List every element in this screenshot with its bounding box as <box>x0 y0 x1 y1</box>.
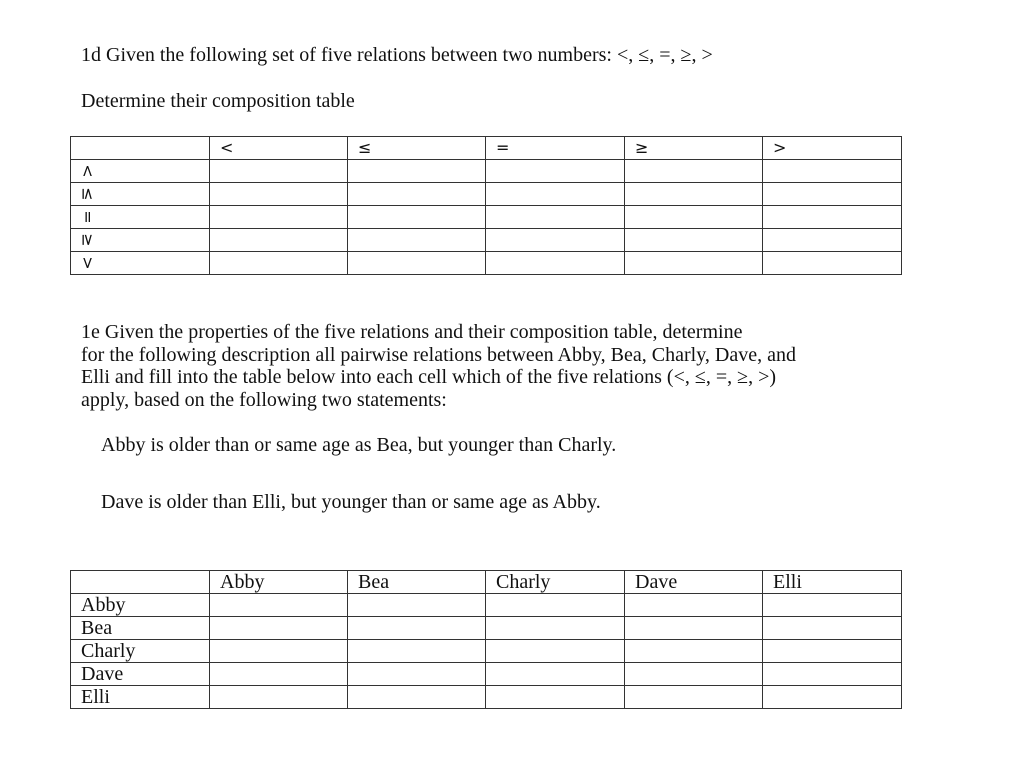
question-1e-text <box>81 321 911 411</box>
composition-cell[interactable] <box>763 252 902 275</box>
relation-cell[interactable] <box>486 594 625 617</box>
relation-cell[interactable] <box>763 686 902 709</box>
composition-cell[interactable] <box>486 206 625 229</box>
composition-table-header-row <box>71 137 902 160</box>
composition-cell[interactable] <box>625 229 763 252</box>
question-1d-subheading: Determine their composition table <box>81 90 355 112</box>
composition-row-header-symbol: ≤ <box>78 187 98 201</box>
table-row <box>71 617 902 640</box>
composition-cell[interactable] <box>625 160 763 183</box>
composition-col-header: < <box>210 137 348 160</box>
composition-cell[interactable] <box>625 183 763 206</box>
people-row-header: Dave <box>71 663 210 686</box>
composition-row-header-symbol: < <box>78 164 98 178</box>
people-relations-table <box>70 570 902 709</box>
people-col-header: Elli <box>763 571 902 594</box>
question-1e-line: apply, based on the following two statements: <box>81 388 447 411</box>
table-row <box>71 252 902 275</box>
relation-cell[interactable] <box>625 640 763 663</box>
people-row-header: Elli <box>71 686 210 709</box>
composition-row-header-symbol: = <box>78 210 98 224</box>
question-1e-line: Elli and fill into the table below into each cell which of the five relations (<, ≤, =, ≥, >) <box>81 366 777 388</box>
people-row-header: Abby <box>71 594 210 617</box>
relation-cell[interactable] <box>348 640 486 663</box>
composition-col-header: > <box>763 137 902 160</box>
statement-2: Dave is older than Elli, but younger than or same age as Abby. <box>101 491 601 513</box>
composition-col-header: ≥ <box>625 137 763 160</box>
table-row <box>71 594 902 617</box>
relation-cell[interactable] <box>348 686 486 709</box>
relation-cell[interactable] <box>625 617 763 640</box>
composition-cell[interactable] <box>486 160 625 183</box>
table-row <box>71 183 902 206</box>
people-col-header: Dave <box>625 571 763 594</box>
relation-cell[interactable] <box>763 594 902 617</box>
composition-cell[interactable] <box>486 229 625 252</box>
relation-cell[interactable] <box>486 640 625 663</box>
relation-cell[interactable] <box>486 686 625 709</box>
table-row <box>71 640 902 663</box>
composition-row-header-symbol: > <box>78 256 98 270</box>
relation-cell[interactable] <box>210 594 348 617</box>
relation-cell[interactable] <box>625 663 763 686</box>
composition-cell[interactable] <box>763 206 902 229</box>
composition-table-corner-cell <box>71 137 210 160</box>
composition-cell[interactable] <box>210 229 348 252</box>
relation-cell[interactable] <box>625 594 763 617</box>
composition-row-header <box>71 252 210 275</box>
composition-cell[interactable] <box>763 160 902 183</box>
people-col-header: Charly <box>486 571 625 594</box>
people-row-header: Charly <box>71 640 210 663</box>
composition-cell[interactable] <box>348 160 486 183</box>
composition-row-header <box>71 206 210 229</box>
composition-cell[interactable] <box>763 229 902 252</box>
composition-col-header: ≤ <box>348 137 486 160</box>
relation-cell[interactable] <box>763 663 902 686</box>
relation-cell[interactable] <box>348 617 486 640</box>
composition-row-header <box>71 229 210 252</box>
relation-cell[interactable] <box>486 663 625 686</box>
relation-cell[interactable] <box>210 617 348 640</box>
relation-cell[interactable] <box>210 663 348 686</box>
relation-cell[interactable] <box>210 686 348 709</box>
people-col-header: Bea <box>348 571 486 594</box>
relation-cell[interactable] <box>763 617 902 640</box>
composition-cell[interactable] <box>625 206 763 229</box>
question-1e-line: 1e Given the properties of the five relations and their composition table, determine <box>81 321 743 343</box>
composition-cell[interactable] <box>348 183 486 206</box>
composition-cell[interactable] <box>625 252 763 275</box>
relation-cell[interactable] <box>348 663 486 686</box>
relation-cell[interactable] <box>625 686 763 709</box>
people-table-corner-cell <box>71 571 210 594</box>
people-row-header: Bea <box>71 617 210 640</box>
table-row <box>71 160 902 183</box>
relation-cell[interactable] <box>763 640 902 663</box>
composition-cell[interactable] <box>763 183 902 206</box>
people-col-header: Abby <box>210 571 348 594</box>
statement-1: Abby is older than or same age as Bea, but younger than Charly. <box>101 434 617 456</box>
table-row <box>71 686 902 709</box>
composition-row-header <box>71 160 210 183</box>
composition-table <box>70 136 902 275</box>
composition-cell[interactable] <box>486 183 625 206</box>
people-table-header-row <box>71 571 902 594</box>
table-row <box>71 229 902 252</box>
relation-cell[interactable] <box>210 640 348 663</box>
composition-cell[interactable] <box>348 206 486 229</box>
composition-cell[interactable] <box>348 252 486 275</box>
relation-cell[interactable] <box>486 617 625 640</box>
composition-cell[interactable] <box>210 160 348 183</box>
composition-cell[interactable] <box>210 206 348 229</box>
composition-cell[interactable] <box>348 229 486 252</box>
composition-cell[interactable] <box>486 252 625 275</box>
composition-cell[interactable] <box>210 252 348 275</box>
table-row <box>71 206 902 229</box>
question-1e-line: for the following description all pairwise relations between Abby, Bea, Charly, Dave, and <box>81 343 796 366</box>
composition-row-header-symbol: ≥ <box>78 233 98 247</box>
composition-cell[interactable] <box>210 183 348 206</box>
composition-row-header <box>71 183 210 206</box>
relation-cell[interactable] <box>348 594 486 617</box>
table-row <box>71 663 902 686</box>
composition-col-header: = <box>486 137 625 160</box>
question-1d-heading: 1d Given the following set of five relations between two numbers: <, ≤, =, ≥, > <box>81 44 713 66</box>
